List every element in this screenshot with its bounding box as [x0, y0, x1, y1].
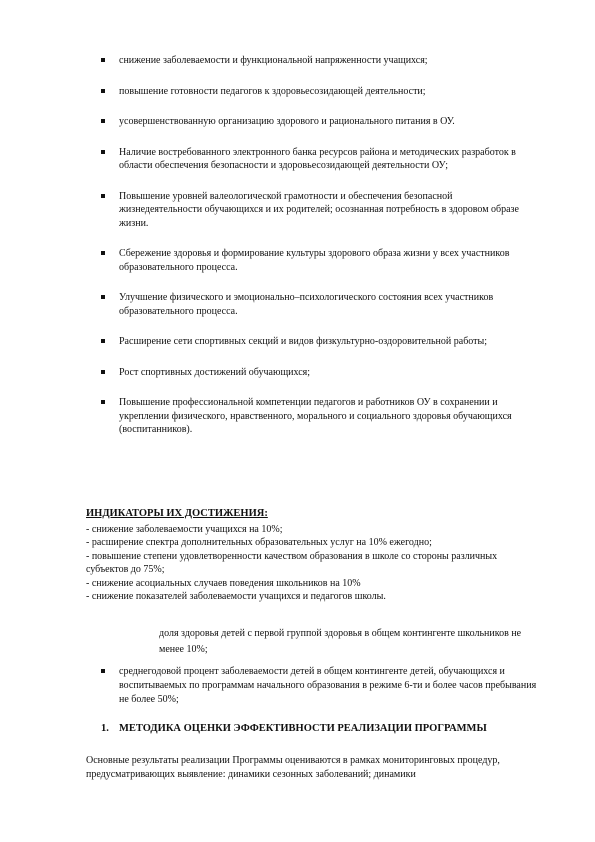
list-item: Улучшение физического и эмоционально–психологического состояния всех участников образовательного процесса. — [101, 291, 531, 318]
square-bullet-icon — [101, 370, 105, 374]
square-bullet-icon — [101, 669, 105, 673]
square-bullet-icon — [101, 295, 105, 299]
square-bullet-icon — [101, 194, 105, 198]
square-bullet-icon — [101, 339, 105, 343]
list-item: Повышение уровней валеологической грамотности и обеспечения безопасной жизнедеятельности обучающихся и их родителей; осознанная потребность в здоровом образе жизни. — [101, 190, 531, 231]
square-bullet-icon — [101, 119, 105, 123]
indented-paragraph: доля здоровья детей с первой группой здоровья в общем контингенте школьников не менее 10%; — [159, 628, 522, 655]
square-bullet-icon — [101, 400, 105, 404]
list-item: Рост спортивных достижений обучающихся; — [101, 366, 531, 380]
list-item: среднегодовой процент заболеваемости детей в общем контингенте детей, обучающихся и воспитываемых по программам начального образования в режиме 6-ти и более часов пребывания не более 50%; — [101, 665, 541, 707]
section-number: 1. — [101, 723, 109, 734]
list-item: Расширение сети спортивных секций и видов физкультурно-оздоровительной работы; — [101, 335, 531, 349]
indicator-line: - повышение степени удовлетворенности качеством образования в школе со стороны различных субъектов до 75%; — [86, 550, 498, 575]
indicators-section — [86, 507, 536, 604]
square-bullet-icon — [101, 89, 105, 93]
indicator-line: - снижение показателей заболеваемости учащихся и педагогов школы. — [86, 591, 386, 602]
list-item: усовершенствованную организацию здорового и рационального питания в ОУ. — [101, 115, 531, 129]
final-bullet-list — [101, 665, 541, 707]
closing-paragraph: Основные результаты реализации Программы оцениваются в рамках мониторинговых процедур, предусматривающих выявление: динамики сезонных заболеваний; динамики — [86, 755, 500, 780]
indicators-heading: ИНДИКАТОРЫ ИХ ДОСТИЖЕНИЯ: — [86, 508, 268, 519]
square-bullet-icon — [101, 150, 105, 154]
indicator-line: - снижение асоциальных случаев поведения школьников на 10% — [86, 577, 361, 589]
list-item: Сбережение здоровья и формирование культуры здорового образа жизни у всех участников образовательного процесса. — [101, 247, 531, 274]
list-item: Наличие востребованного электронного банка ресурсов района и методических разработок в области обеспечения безопасности и здоровьесозидающей деятельности ОУ; — [101, 146, 531, 173]
indicator-line: - расширение спектра дополнительных образовательных услуг на 10% ежегодно; — [86, 537, 432, 548]
section-heading — [101, 723, 487, 734]
list-item: снижение заболеваемости и функциональной напряженности учащихся; — [101, 54, 531, 68]
list-item: Повышение профессиональной компетенции педагогов и работников ОУ в сохранении и укреплении физического, нравственного, морального и социального здоровья обучающихся (воспитанников). — [101, 396, 531, 437]
square-bullet-icon — [101, 58, 105, 62]
indicator-line: - снижение заболеваемости учащихся на 10%; — [86, 523, 283, 535]
results-bullet-list — [101, 54, 531, 437]
list-item: повышение готовности педагогов к здоровьесозидающей деятельности; — [101, 85, 531, 99]
square-bullet-icon — [101, 251, 105, 255]
section-title: МЕТОДИКА ОЦЕНКИ ЭФФЕКТИВНОСТИ РЕАЛИЗАЦИИ ПРОГРАММЫ — [119, 723, 487, 734]
